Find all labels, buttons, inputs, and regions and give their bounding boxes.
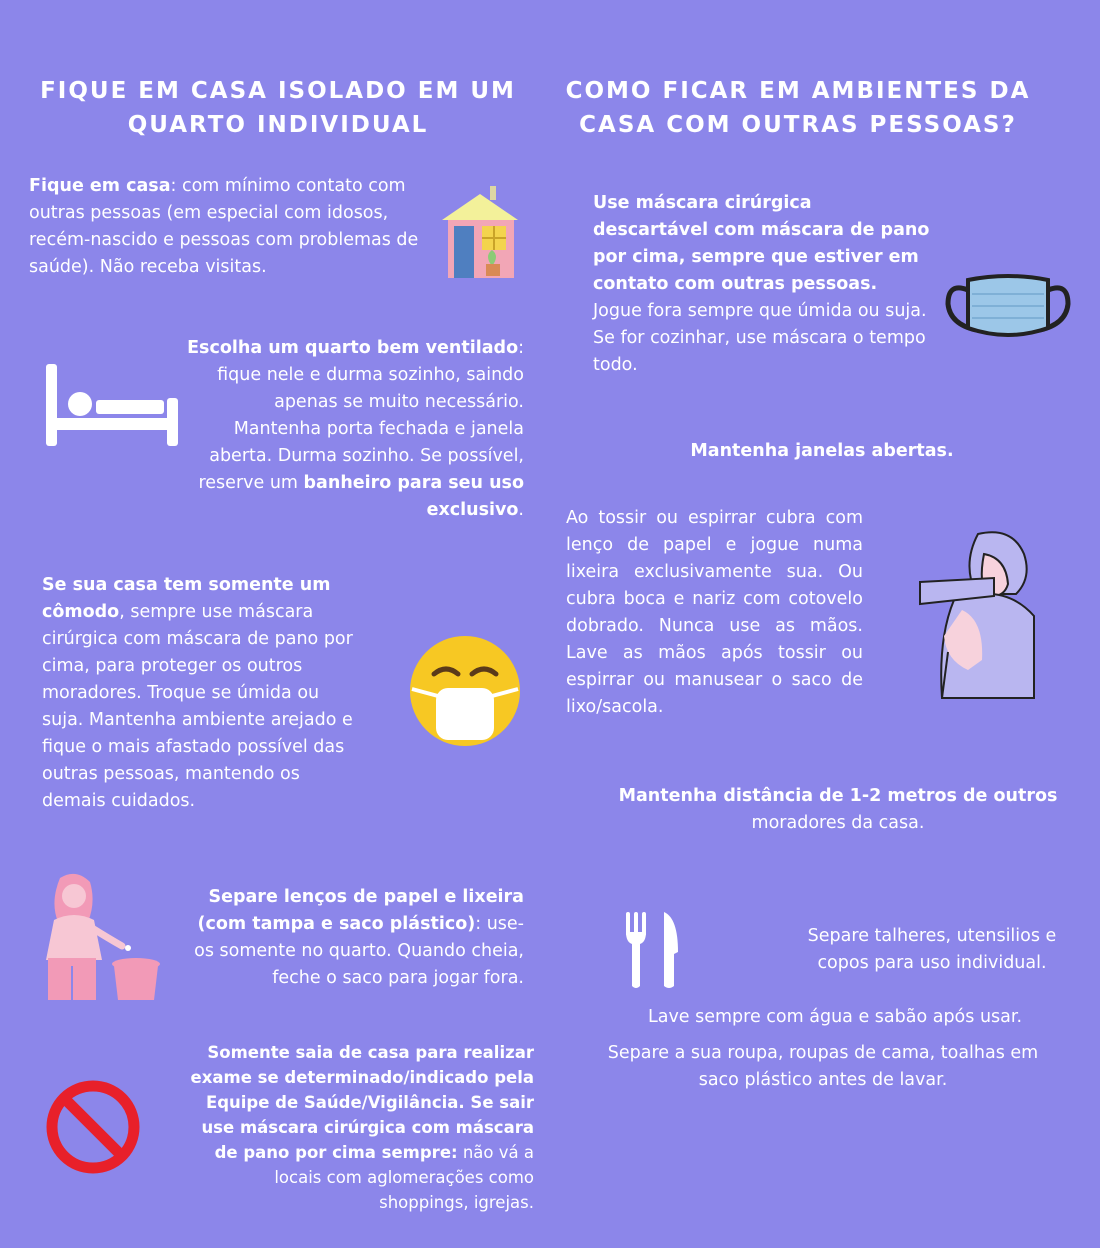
fork-knife-icon (624, 910, 680, 990)
left-block-stay-home: Fique em casa: com mínimo contato com outras pessoas (em especial com idosos, recém-nascido e pessoas com problemas de saúde). Não receba visitas. (29, 176, 419, 277)
left-block-go-out: Somente saia de casa para realizar exame se determinado/indicado pela Equipe de Saúde/Vigilância. Se sair use máscara cirúrgica com máscara de pano por cima sempre: não vá a locais com aglomerações como shoppings, igrejas. (190, 1043, 534, 1212)
masked-face-icon (408, 634, 522, 748)
prohibited-icon (46, 1080, 140, 1174)
right-block-windows: Mantenha janelas abertas. (690, 441, 954, 461)
right-title-line-2: CASA COM OUTRAS PESSOAS? (579, 112, 1017, 138)
left-title-line-2: QUARTO INDIVIDUAL (127, 112, 429, 138)
right-block-distance: Mantenha distância de 1-2 metros de outros moradores da casa. (618, 786, 1058, 833)
left-title (30, 74, 526, 142)
right-block-utensils: Separe talheres, utensilios e copos para uso individual. (807, 926, 1057, 973)
left-block-tissues: Separe lenços de papel e lixeira (com tampa e saco plástico): use-os somente no quarto. Quando cheia, feche o saco para jogar fora. (194, 887, 524, 988)
face-mask-icon (946, 272, 1070, 340)
right-title (560, 74, 1036, 142)
right-block-mask: Use máscara cirúrgica descartável com máscara de pano por cima, sempre que estiver em contato com outras pessoas. Jogue fora sempre que úmida ou suja. Se for cozinhar, use máscara o tempo todo. (593, 193, 930, 375)
left-block-one-room: Se sua casa tem somente um cômodo, sempre use máscara cirúrgica com máscara de pano por cima, para proteger os outros moradores. Troque se úmida ou suja. Mantenha ambiente arejado e fique o mais afastado possível das outras pessoas, mantendo os demais cuidados. (42, 575, 353, 811)
person-sneezing-icon (916, 528, 1042, 700)
woman-trash-icon (38, 872, 162, 1002)
right-title-line-1: COMO FICAR EM AMBIENTES DA (565, 78, 1031, 104)
left-title-line-1: FIQUE EM CASA ISOLADO EM UM (40, 78, 516, 104)
house-icon (440, 184, 520, 278)
right-block-sneeze: Ao tossir ou espirrar cubra com lenço de papel e jogue numa lixeira exclusivamente sua. Ou cubra boca e nariz com cotovelo dobrado. Nunca use as mãos. Lave as mãos após tossir ou espirrar ou manusear o saco de lixo/sacola. (566, 508, 863, 717)
right-block-wash: Lave sempre com água e sabão após usar. (647, 1007, 1023, 1027)
right-block-clothes: Separe a sua roupa, roupas de cama, toalhas em saco plástico antes de lavar. (607, 1043, 1039, 1090)
bed-icon (44, 362, 182, 448)
left-block-room: Escolha um quarto bem ventilado: fique nele e durma sozinho, saindo apenas se muito necessário. Mantenha porta fechada e janela aberta. Durma sozinho. Se possível, reserve um banheiro para seu uso exclusivo. (187, 338, 524, 520)
